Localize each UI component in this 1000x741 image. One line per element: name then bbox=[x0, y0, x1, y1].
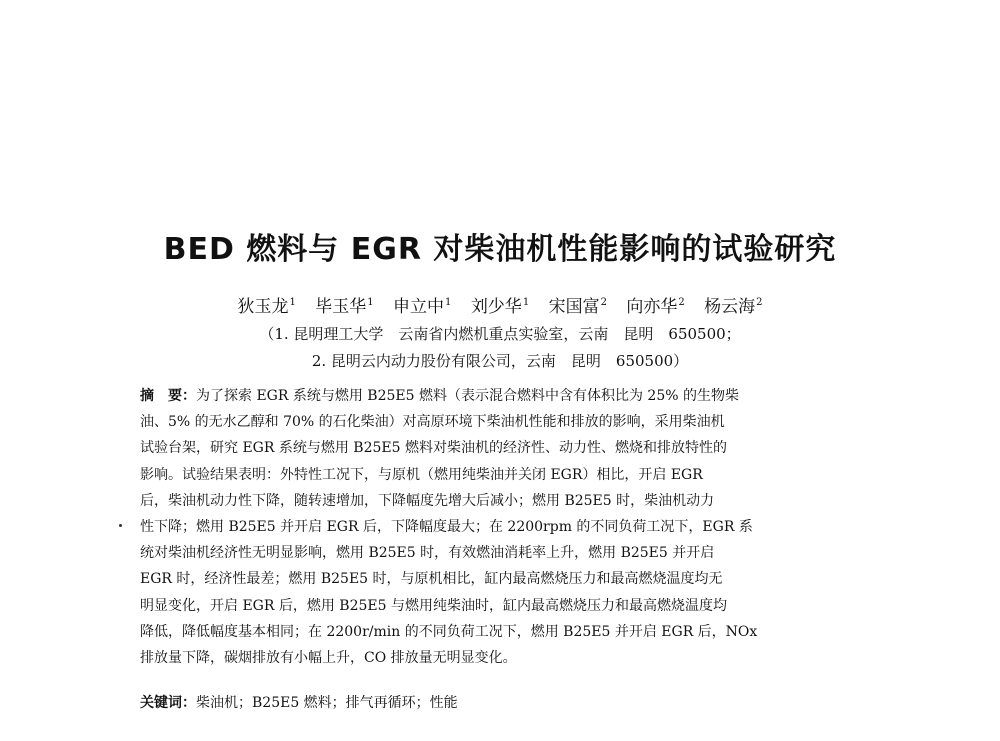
abstract-line: 油、5% 的无水乙醇和 70% 的石化柴油）对高原环境下柴油机性能和排放的影响，采用柴油机 bbox=[140, 414, 725, 431]
affiliation-2: 2. 昆明云内动力股份有限公司，云南 昆明 650500） bbox=[311, 352, 689, 370]
abstract-line: 降低，降低幅度基本相同；在 2200r/min 的不同负荷工况下，燃用 B25E5 并开启 EGR 后，NOx bbox=[140, 623, 758, 640]
abstract-line: 摘 要：为了探索 EGR 系统与燃用 B25E5 燃料（表示混合燃料中含有体积比为 25% 的生物柴 bbox=[140, 388, 739, 404]
abstract-line: 后，柴油机动力性下降，随转速增加，下降幅度先增大后减小；燃用 B25E5 时，柴油机动力 bbox=[140, 492, 715, 509]
keywords-text: 柴油机；B25E5 燃料；排气再循环；性能 bbox=[196, 695, 458, 711]
author: 申立中$^1$ bbox=[393, 297, 452, 317]
author: 杨云海$^2$ bbox=[704, 297, 763, 317]
author: 毕玉华$^1$ bbox=[315, 297, 374, 317]
author: 刘少华$^1$ bbox=[470, 297, 530, 317]
author-list bbox=[0, 292, 1000, 317]
affiliation-1: （1. 昆明理工大学 云南省内燃机重点实验室，云南 昆明 650500； bbox=[259, 325, 741, 343]
stray-mark bbox=[119, 524, 122, 527]
abstract-line: 试验台架，研究 EGR 系统与燃用 B25E5 燃料对柴油机的经济性、动力性、燃烧和排放特性的 bbox=[140, 440, 727, 457]
abstract-label: 摘 要： bbox=[140, 388, 196, 404]
keywords bbox=[140, 692, 870, 712]
abstract-line: 排放量下降，碳烟排放有小幅上升，CO 排放量无明显变化。 bbox=[140, 649, 517, 666]
author: 向亦华$^2$ bbox=[626, 297, 685, 317]
abstract-line: 统对柴油机经济性无明显影响，燃用 B25E5 时，有效燃油消耗率上升，燃用 B25E5 并开启 bbox=[140, 545, 715, 562]
abstract-line: EGR 时，经济性最差；燃用 B25E5 时，与原机相比，缸内最高燃烧压力和最高燃烧温度均无 bbox=[140, 571, 723, 588]
author: 宋国富$^2$ bbox=[548, 297, 607, 317]
abstract-line: 明显变化，开启 EGR 后，燃用 B25E5 与燃用纯柴油时，缸内最高燃烧压力和最高燃烧温度均 bbox=[140, 597, 727, 614]
abstract-line: 性下降；燃用 B25E5 并开启 EGR 后，下降幅度最大；在 2200rpm 的不同负荷工况下，EGR 系 bbox=[140, 518, 753, 535]
abstract-line: 影响。试验结果表明：外特性工况下，与原机（燃用纯柴油并关闭 EGR）相比，开启 EGR bbox=[140, 466, 703, 483]
author: 狄玉龙$^1$ bbox=[237, 297, 296, 317]
keywords-label: 关键词： bbox=[140, 695, 196, 711]
paper-title: BED 燃料与 EGR 对柴油机性能影响的试验研究 bbox=[163, 232, 837, 267]
abstract bbox=[140, 383, 870, 671]
